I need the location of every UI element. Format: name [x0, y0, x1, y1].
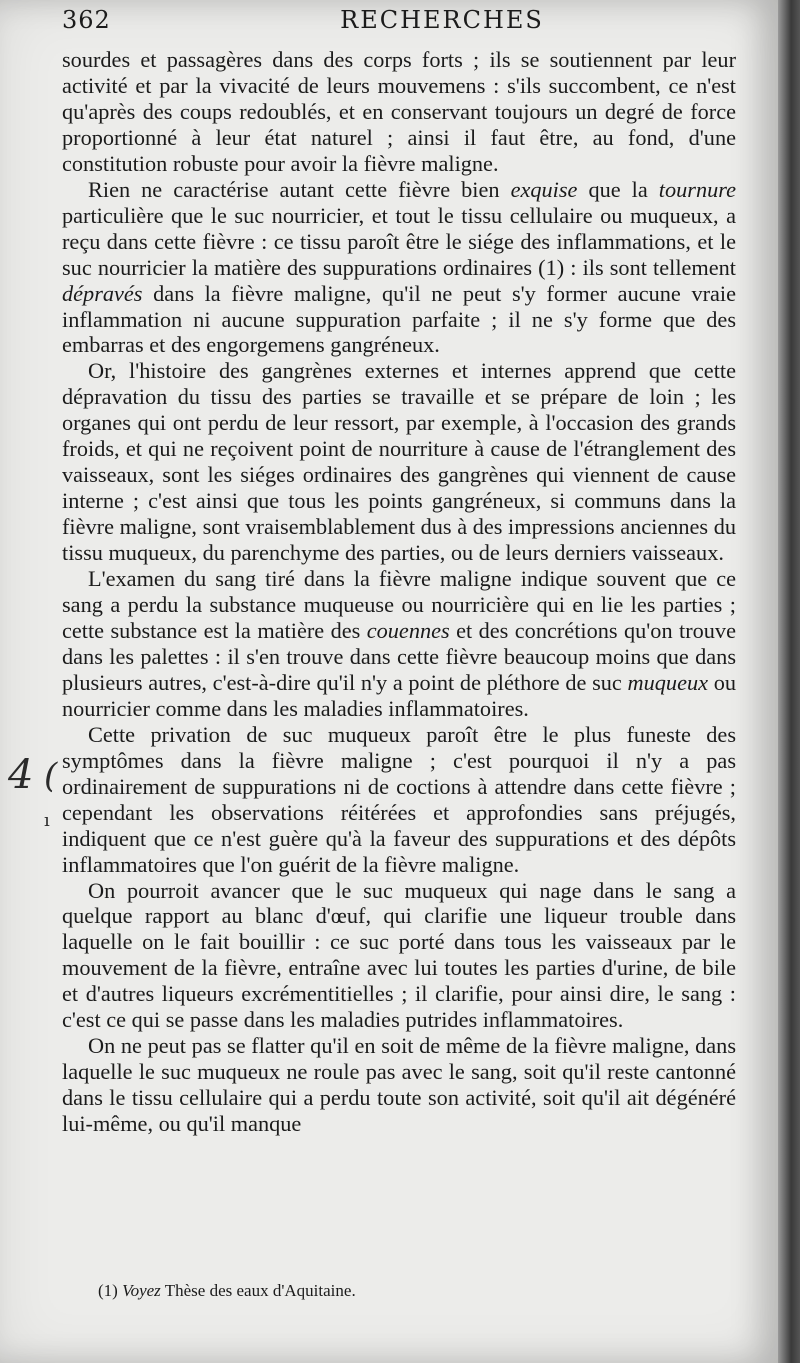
margin-annotation-bracket: ( [44, 756, 58, 796]
margin-annotation-numeral: 4 [8, 752, 34, 798]
text-segment: On pourroit avancer que le suc muqueux qui nage dans le sang a quelque rapport au blanc d'œuf, qui clarifie une liqueur trouble dans laquelle on le fait bouillir : ce suc porté dans tous les vaisseaux par le mouvement de la fièvre, entraîne avec lui toutes les parties d'urine, de bile et d'autres liqueurs excrémentitielles ; il clarifie, pour ainsi dire, le sang : c'est ce qui se passe dans les maladies putrides inflammatoires. [62, 877, 736, 1033]
footnote-voyez: Voyez [122, 1281, 161, 1300]
text-segment: ou nourricier comme dans les maladies inflammatoires. [62, 669, 736, 721]
text-segment: Or, l'histoire des gangrènes externes et internes apprend que cette dépravation du tissu des parties se travaille et se prépare de loin ; les organes qui ont perdu de leur ressort, par exemple, à l'occasion des grands froids, et qui ne reçoivent point de nourriture à cause de l'étranglement des vaisseaux, sont les siéges ordinaires des gangrènes qui viennent de cause interne ; c'est ainsi que tous les points gangréneux, si communs dans la fièvre maligne, sont vraisemblablement dus à des impressions anciennes du tissu muqueux, du parenchyme des parties, ou de leurs derniers vaisseaux. [62, 358, 736, 566]
text-segment: et des concrétions qu'on trouve dans les palettes : il s'en trouve dans cette fièvre beaucoup moins que dans plusieurs autres, c'est-à-dire qu'il n'y a point de pléthore de suc [62, 617, 736, 695]
text-segment: que la [577, 176, 659, 202]
margin-annotation-tick: ı [44, 810, 50, 831]
text-segment: particulière que le suc nourricier, et tout le tissu cellulaire ou muqueux, a reçu dans cette fièvre : ce tissu paroît être le siége des inflammations, et le suc nourricier la matière des suppurations ordinaires (1) : ils sont tellement [62, 202, 736, 280]
page-header [62, 6, 752, 40]
text-segment: sourdes et passagères dans des corps forts ; ils se soutiennent par leur activité et par la vivacité de leurs mouvemens : s'ils succombent, ce n'est qu'après des coups redoublés, et en conservant toujours un degré de force proportionné à leur état naturel ; ainsi il faut être, au fond, d'une constitution robuste pour avoir la fièvre maligne. [62, 47, 736, 176]
text-segment: Cette privation de suc muqueux paroît être le plus funeste des symptômes dans la fièvre maligne ; c'est pourquoi il n'y a pas ordinairement de suppurations ni de coctions à attendre dans cette fièvre ; cependant les observations réitérées et approfondies sans préjugés, indiquent que ce n'est guère qu'à la faveur des suppurations et des dépôts inflammatoires que l'on guérit de la fièvre maligne. [62, 721, 736, 877]
italic-text: couennes [366, 617, 450, 643]
page-number: 362 [62, 6, 111, 34]
body-text [62, 47, 736, 1137]
text-segment: On ne peut pas se flatter qu'il en soit de même de la fièvre maligne, dans laquelle le suc muqueux ne roule pas avec le sang, soit qu'il reste cantonné dans le tissu cellulaire qui a perdu toute son activité, soit qu'il ait dégénéré lui-même, ou qu'il manque [62, 1033, 736, 1137]
footnote-text: Thèse des eaux d'Aquitaine. [164, 1281, 356, 1300]
paragraph [62, 177, 736, 359]
paragraph [62, 566, 736, 722]
footnote-marker: (1) [98, 1281, 118, 1300]
page-edge-shadow [778, 0, 800, 1363]
running-head: RECHERCHES [340, 6, 544, 34]
italic-text: exquise [510, 176, 578, 202]
italic-text: tournure [658, 176, 736, 202]
paragraph [62, 1033, 736, 1137]
italic-text: dépravés [62, 280, 143, 306]
paragraph [62, 358, 736, 566]
paragraph [62, 722, 736, 878]
text-segment: Rien ne caractérise autant cette fièvre bien [88, 176, 511, 202]
text-segment: dans la fièvre maligne, qu'il ne peut s'y former aucune vraie inflammation ni aucune suppuration parfaite ; il ne s'y forme que des embarras et des engorgemens gangréneux. [62, 280, 736, 358]
italic-text: muqueux [627, 669, 709, 695]
footnote [98, 1280, 698, 1302]
paragraph [62, 47, 736, 177]
text-segment: L'examen du sang tiré dans la fièvre maligne indique souvent que ce sang a perdu la substance muqueuse ou nourricière qui en lie les parties ; cette substance est la matière des [62, 566, 736, 643]
paragraph [62, 878, 736, 1034]
